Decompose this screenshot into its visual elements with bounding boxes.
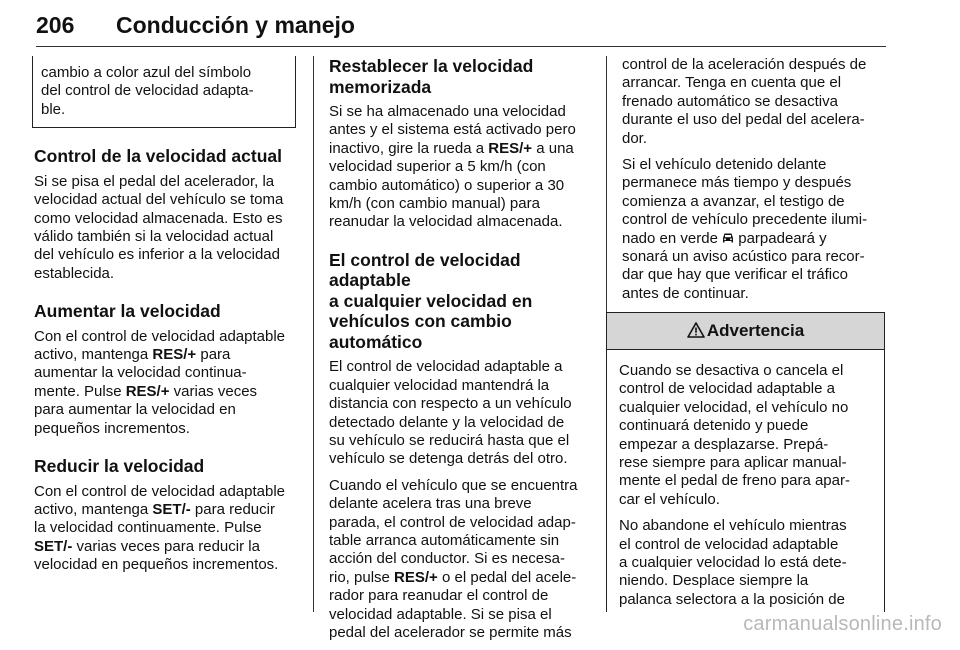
text-line: pedal del acelerador se permite más xyxy=(329,624,572,642)
paragraph xyxy=(622,156,884,303)
car-front-icon xyxy=(722,232,734,244)
text-line: como velocidad almacenada. Esto es xyxy=(34,209,283,227)
section-heading: Reducir la velocidad xyxy=(34,456,205,477)
text-line: km/h (con cambio manual) para xyxy=(329,195,540,213)
page-header xyxy=(36,8,886,47)
text-line: durante el uso del pedal del acelera- xyxy=(622,111,865,129)
column-divider xyxy=(313,56,314,612)
text-line: el control de velocidad adaptable xyxy=(619,535,839,553)
text-line: cambio a color azul del símbolo xyxy=(41,64,252,81)
running-title: Conducción y manejo xyxy=(116,12,355,38)
section-heading xyxy=(329,56,591,97)
text-line: Con el control de velocidad adaptable xyxy=(34,482,286,500)
column-2 xyxy=(329,56,591,650)
text-line: comienza a avanzar, el testigo de xyxy=(622,192,845,210)
heading-line: memorizada xyxy=(329,76,432,97)
heading-line: Restablecer la velocidad xyxy=(329,56,534,76)
heading-line: vehículos con cambio automático xyxy=(329,311,512,352)
text-line: velocidad adaptable. Si se pisa el xyxy=(329,605,552,623)
paragraph xyxy=(34,328,296,438)
paragraph xyxy=(34,173,296,283)
paragraph xyxy=(619,362,874,509)
text-line: continuará detenido y puede xyxy=(619,417,809,435)
warning-body xyxy=(607,350,884,609)
text-line: Si se ha almacenado una velocidad xyxy=(329,103,566,120)
text-line: niendo. Desplace siempre la xyxy=(619,572,809,590)
section-heading: Aumentar la velocidad xyxy=(34,301,221,322)
text-line: rese siempre para aplicar manual- xyxy=(619,454,847,472)
text-line: detectado delante y la velocidad de xyxy=(329,413,565,431)
text-line: permanece más tiempo y después xyxy=(622,174,852,192)
text-run: parpadeará y xyxy=(734,229,827,247)
text-line: vehículo se detenga detrás del otro. xyxy=(329,450,568,468)
text-line: table arranca automáticamente sin xyxy=(329,532,560,549)
text-line: mente el pedal de freno para apar- xyxy=(619,472,850,490)
text-run: o el pedal del acele- xyxy=(437,568,577,586)
button-label-res: RES/+ xyxy=(488,139,533,157)
text-line: cambio automático) o superior a 30 xyxy=(329,176,565,194)
text-line: válido también si la velocidad actual xyxy=(34,227,274,245)
text-run: rio, pulse xyxy=(329,568,395,586)
text-line: Si se pisa el pedal del acelerador, la xyxy=(34,172,275,190)
text-line: del vehículo es inferior a la velocidad xyxy=(34,246,280,264)
button-label-res: RES/+ xyxy=(152,346,197,364)
text-line: velocidad superior a 5 km/h (con xyxy=(329,158,546,176)
text-line: sonará un aviso acústico para recor- xyxy=(622,248,865,266)
text-run: varias veces para reducir la xyxy=(72,537,260,555)
text-line: cualquier velocidad, el vehículo no xyxy=(619,398,849,416)
text-line: delante acelera tras una breve xyxy=(329,495,532,513)
text-line: dar que hay que verificar el tráfico xyxy=(622,266,848,284)
text-line: Con el control de velocidad adaptable xyxy=(34,327,286,345)
text-run: nado en verde xyxy=(622,229,723,247)
text-line: velocidad actual del vehículo se toma xyxy=(34,191,284,209)
text-line: arrancar. Tenga en cuenta que el xyxy=(622,74,842,92)
paragraph xyxy=(619,517,874,609)
column-3 xyxy=(622,56,884,311)
text-line: para aumentar la velocidad en xyxy=(34,401,236,419)
text-line: Cuando el vehículo que se encuentra xyxy=(329,476,578,494)
text-line: antes y el sistema está activado pero xyxy=(329,121,576,139)
paragraph xyxy=(34,483,296,575)
text-line: El control de velocidad adaptable a xyxy=(329,358,563,376)
button-label-set: SET/- xyxy=(34,537,73,555)
continued-note-box xyxy=(32,56,296,128)
text-line: Si el vehículo detenido delante xyxy=(622,156,827,174)
text-line: parada, el control de velocidad adap- xyxy=(329,513,576,531)
text-line: acción del conductor. Si es necesa- xyxy=(329,550,565,568)
page-number: 206 xyxy=(36,12,75,38)
text-line: empezar a desplazarse. Prepá- xyxy=(619,435,829,453)
text-run: mente. Pulse xyxy=(34,382,126,400)
heading-line: a cualquier velocidad en xyxy=(329,290,533,311)
paragraph xyxy=(329,358,591,468)
text-line: establecida. xyxy=(34,264,115,282)
warning-triangle-icon xyxy=(687,322,705,338)
text-line: palanca selectora a la posición de xyxy=(619,590,845,608)
text-line: control de vehículo precedente ilumi- xyxy=(622,211,868,229)
text-line: del control de velocidad adapta- xyxy=(41,82,254,100)
text-line: Cuando se desactiva o cancela el xyxy=(619,362,844,379)
section-heading xyxy=(329,250,591,353)
text-run: a una xyxy=(532,139,574,157)
column-1 xyxy=(34,56,296,583)
text-line: la velocidad continuamente. Pulse xyxy=(34,519,262,537)
text-line: antes de continuar. xyxy=(622,284,749,302)
text-line: car el vehículo. xyxy=(619,490,720,508)
text-line: No abandone el vehículo mientras xyxy=(619,517,847,535)
heading-line: El control de velocidad adaptable xyxy=(329,249,521,291)
text-run: activo, mantenga xyxy=(34,501,153,518)
text-line: su vehículo se reducirá hasta que el xyxy=(329,431,570,449)
text-line: velocidad en pequeños incrementos. xyxy=(34,556,279,574)
text-line: rador para reanudar el control de xyxy=(329,587,549,605)
text-line: cualquier velocidad mantendrá la xyxy=(329,376,550,394)
paragraph xyxy=(329,477,591,643)
warning-box xyxy=(606,312,885,612)
text-line: control de la aceleración después de xyxy=(622,56,867,73)
text-line: frenado automático se desactiva xyxy=(622,92,838,110)
text-run: para reducir xyxy=(190,501,275,518)
button-label-res: RES/+ xyxy=(394,568,438,586)
text-line: ble. xyxy=(41,100,66,118)
paragraph xyxy=(622,56,884,148)
button-label-set: SET/- xyxy=(152,501,191,518)
text-run: para xyxy=(196,346,231,364)
section-heading: Control de la velocidad actual xyxy=(34,146,282,167)
text-line: control de velocidad adaptable a xyxy=(619,380,835,398)
text-run: inactivo, gire la rueda a xyxy=(329,139,489,157)
warning-title: Advertencia xyxy=(706,321,805,340)
watermark: carmanualsonline.info xyxy=(743,613,942,635)
text-line: aumentar la velocidad continua- xyxy=(34,364,247,382)
text-run: varias veces xyxy=(169,382,258,400)
text-line: pequeños incrementos. xyxy=(34,419,190,437)
warning-header xyxy=(607,313,884,350)
button-label-res: RES/+ xyxy=(125,382,170,400)
text-line: dor. xyxy=(622,129,648,147)
text-line: a cualquier velocidad lo está dete- xyxy=(619,554,847,572)
paragraph xyxy=(329,103,591,232)
text-run: activo, mantenga xyxy=(34,346,153,364)
text-line: distancia con respecto a un vehículo xyxy=(329,395,572,413)
text-line: reanudar la velocidad almacenada. xyxy=(329,213,563,231)
